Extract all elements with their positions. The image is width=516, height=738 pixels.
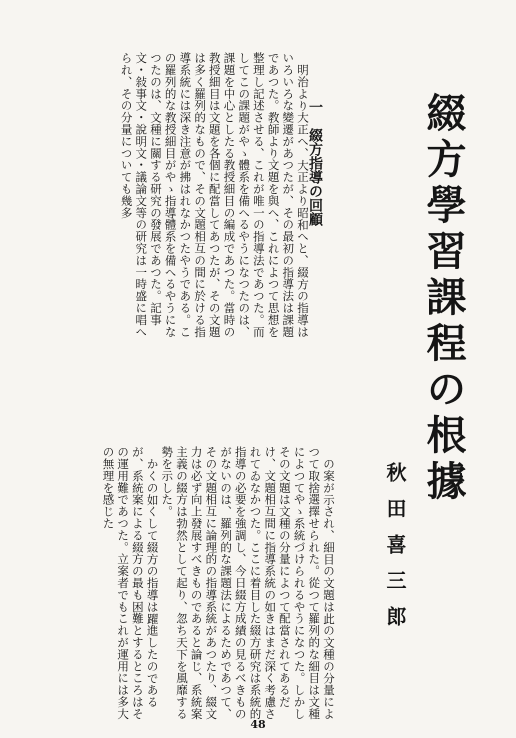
paragraph: かくの如くして綴方の指導は躍進したのであるが、系統案による綴方の最も困難とするところはその運用難であつた。立案者でもこれが運用には多大の無理を感じた xyxy=(101,446,160,720)
paragraph: 明治より大正へ、大正より昭和へと、綴方の指導はいろいろな變遷があつたが、その最初の指導法は課題であつた。教師より文題を與へ、これによつて思想を整理し記述させる、これが唯一の指導法であつた。而してこの課題がやゝ體系を備へるやうになつたのは、課題を中心としたる教授細目の編成であつた。當時の教授細目は文題を各個に配當してあつたが、その文題は多く羅列的なもので、その文題相互の間に於ける指導系統には深き注意が拂はれなかつたやうである。この羅列的な教授細目がやゝ指導體系を備へるやうになつたのは、文種に關する研究の發展であつた。記事文・敍事文・說明文・議論文等の研究は一時盛に唱へられ、その分量についても幾多 xyxy=(119,52,310,338)
section-heading: 一 綴方指導の回顧 xyxy=(307,100,323,226)
article-title: 綴方學習課程の根據 xyxy=(420,92,467,506)
body-text-upper xyxy=(40,52,310,342)
body-text-lower xyxy=(100,446,336,724)
paragraph: の案が示され、細目の文題は此の文種の分量によつて取捨選擇せられた。從つて羅列的な細目は文種によつてやゝ系統づけられるやうになつた。しかしその文題は文種の分量によつて配當されてあるだけ、文題相互間に指導系統の如きはまだ深く考慮されてゐなかつた。ここに着目した綴方研究は系統的指導の必要を強調し、今日綴方成績の見るべきものがないのは、羅列的な課題法によるためであつて、その文題相互に論理的の指導系統があつたり、綴文力は必ず向上發展すべきものであると論じ、系統案主義の綴方は勃然として起り、忽ち天下を風靡する勢を示した。 xyxy=(160,446,336,720)
author-name: 秋田喜三郎 xyxy=(383,462,407,642)
page-number: 48 xyxy=(250,718,266,731)
